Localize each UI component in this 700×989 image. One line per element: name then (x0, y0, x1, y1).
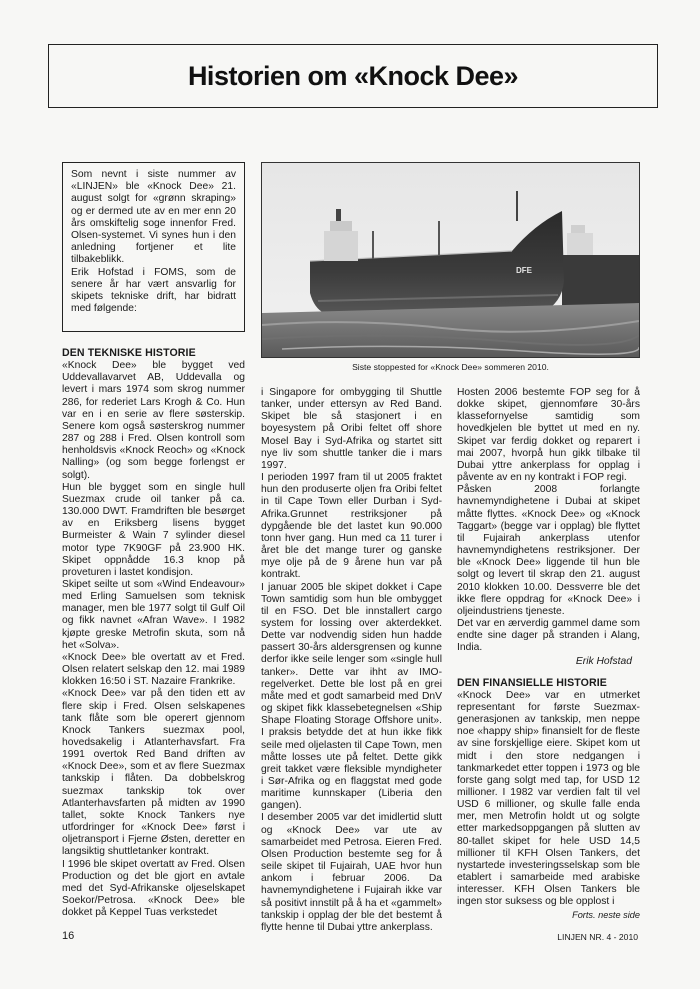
intro-paragraph: Som nevnt i siste nummer av «LINJEN» ble «Knock Dee» 21. august solgt for «grønn skraping» og er dermed ute av en mer enn 20 års omskiftelig soge innenfor Fred. Olsen-systemet. Vi synes hun i den anledning fortjener et lite tilbakeblikk. (71, 169, 236, 266)
section-heading-financial: DEN FINANSIELLE HISTORIE (457, 676, 607, 689)
paragraph: I desember 2005 var det imidlertid slutt og «Knock Dee» var ute av samarbeidet med Petrosa. Eieren Fred. Olsen Production bestemte seg for å seile skipet til Fujairah, UAE hvor hun ankom i februar 2006. Da havnemyndighetene i Fujairah ikke var så positivt innstilt på å ha et «gammelt» tankskip i opplag der ble det bestemt å flytte henne til Dubai yttre ankerplass. (261, 812, 442, 933)
hull-lettering: DFE (516, 266, 532, 275)
page-number: 16 (62, 930, 75, 942)
issue-label: LINJEN NR. 4 - 2010 (557, 932, 638, 942)
paragraph: Det var en ærverdig gammel dame som endte sine dager på stranden i Alang, India. (457, 617, 640, 654)
paragraph: I 1996 ble skipet overtatt av Fred. Olsen Production og det ble gjort en avtale med det Syd-Afrikanske oljeselskapet Soekor/Petrosa. «Knock Dee» ble dokket på Keppel Tuas verkstedet (62, 858, 245, 919)
intro-box (62, 162, 245, 332)
paragraph: I perioden 1997 fram til ut 2005 fraktet hun den produserte oljen fra Oribi feltet in til Cape Town eller Durban i Syd-Afrika.Grunnet restriksjoner på dypgående ble det lastet kun 90.000 tonn hver gang. Hun med ca 11 turer i året ble det mange turer og ganske mye olje på de 9 årene hun var på kontrakt. (261, 472, 442, 581)
continued-note: Forts. neste side (572, 909, 640, 920)
paragraph: i Singapore for ombygging til Shuttle tanker, under ettersyn av Red Band. Skipet ble så stasjonert i en boyesystem på Oribi feltet off shore Mosel Bay i Syd-Afrika og startet sitt nye liv som shuttle tanker die i mars 1997. (261, 387, 442, 471)
paragraph: «Knock Dee» var på den tiden ett av flere skip i Fred. Olsen selskapenes tank flåte som ble operert gjennom Knock Tankers suezmax pool, hovedsakelig i Atlanterhavsfart. Fra 1991 overtok Red Band driften av «Knock Dee», som et av flere Suezmax tankskip i flåten. Da dobbelskrog suezmax tankskip tok over Atlanterhavsfarten på midten av 1990 tallet, sokte Knock Tankers nye utfordringer for «Knock Dee» først i oljetransport i Fjerne Østen, deretter en langsiktig shuttletanker kontrakt. (62, 688, 245, 858)
column-2 (261, 387, 442, 934)
paragraph: Hosten 2006 bestemte FOP seg for å dokke skipet, gjennomføre 30-års klassefornyelse samtidig som hovedkjelen ble byttet ut med en ny. Skipet var ferdig dokket og reparert i mai 2007, hvorpå hun gikk tilbake til Dubai yttre ankerplass for opplag i påvente av en ny kontrakt i FOP regi. (457, 387, 640, 484)
paragraph: «Knock Dee» ble overtatt av et Fred. Olsen relatert selskap den 12. mai 1989 klokken 16:50 i ST. Nazaire Frankrike. (62, 651, 245, 688)
paragraph: «Knock Dee» ble bygget ved Uddevallavarvet AB, Uddevalla og levert i mars 1974 som skrog nummer 286, for rederiet Lars Krogh & Co. Hun var en i en serie av flere søsterskip. Senere kom også søsterskrog nummer 287 og 288 i Fred. Olsen kontroll som henholdsvis «Knock Reoch» og «Knock Nalling» (og som begge forlengst er solgt). (62, 360, 245, 481)
paragraph: Hun ble bygget som en single hull Suezmax crude oil tanker på ca. 130.000 DWT. Framdriften ble besørget av en Eriksberg lisens bygget Burmeister & Wain 7 sylinder diesel motor type 7K90GF på 23.900 HK. Skipet oppnådde 16.3 knop på proveturen i lastet kondisjon. (62, 481, 245, 578)
intro-paragraph: Erik Hofstad i FOMS, som de senere år har vært ansvarlig for skipets tekniske drift, har bidratt med følgende: (71, 266, 236, 315)
title-box (48, 44, 658, 108)
ship-photo (261, 162, 640, 358)
photo-caption: Siste stoppested for «Knock Dee» sommeren 2010. (352, 362, 549, 372)
column-3 (457, 387, 640, 921)
page-title: Historien om «Knock Dee» (187, 60, 519, 91)
author-signature: Erik Hofstad (575, 656, 632, 668)
paragraph: I januar 2005 ble skipet dokket i Cape Town samtidig som hun ble ombygget til en FSO. Det ble innstallert cargo system for lossing over akterdekket. Dette var nodvendig siden hun hadde passert 30-års aldersgrensen og kunne derfor ikke seile lenger som «single hull tanker». Dette var ihht av IMO-regelverket. Dette ble lost på en grei måte med et godt samarbeid med DnV og skipet fikk klassebetegnelsen «Ship Shape Floating Storage Offshore unit». I praksis betydde det at hun ikke fikk seile med oljelasten til Cape Town, men måtte losses ute på feltet. Dette gikk greit takket være fleksible myndigheter i Sør-Afrika og en flaggstat med gode maritime kunnskaper (Liberia den gangen). (261, 581, 442, 812)
tanker-illustration (262, 163, 639, 357)
column-1 (62, 347, 245, 919)
paragraph: «Knock Dee» var en utmerket representant for første Suezmax-generasjonen av tankskip, men neppe noe «happy ship» finansielt for de fleste av sine forskjellige eiere. Skipet kom ut midt i den store nedgangen i tankmarkedet etter toppen i 1973 og ble forste gang solgt med tap, for USD 12 millioner. I 1982 var verdien falt til vel USD 6 millioner, og skulle falle enda mer, men Metrofin holdt ut og solgte etter markedsoppgangen på slutten av 80-tallet skipet for hele USD 14,5 millioner til KFH Olsen Tankers, det nystartede investeringsselskap som ble etablert i samarbeide med arabiske interesser. KFH Olsen Tankers ble ingen stor suksess og ble opplost i (457, 689, 640, 908)
paragraph: Påsken 2008 forlangte havnemyndighetene i Dubai at skipet måtte flyttes. «Knock Dee» og «Knock Taggart» (begge var i opplag) ble flyttet til Fujairah ankerplass utenfor havnemyndighetens restriksjoner. Der ble «Knock Dee» liggende til hun ble solgt og levert til skrap den 21. august 2010 klokken 10.00. Dessverre ble det ikke flere oppdrag for «Knock Dee» i oljeindustriens tjeneste. (457, 484, 640, 617)
section-heading-technical: DEN TEKNISKE HISTORIE (62, 347, 196, 359)
paragraph: Skipet seilte ut som «Wind Endeavour» med Erling Samuelsen som teknisk manager, men ble 1977 solgt til Gulf Oil og fikk navnet «Afran Wave». I 1982 kjøpte greske Metrofin skuta, som nå het «Solva». (62, 578, 245, 651)
